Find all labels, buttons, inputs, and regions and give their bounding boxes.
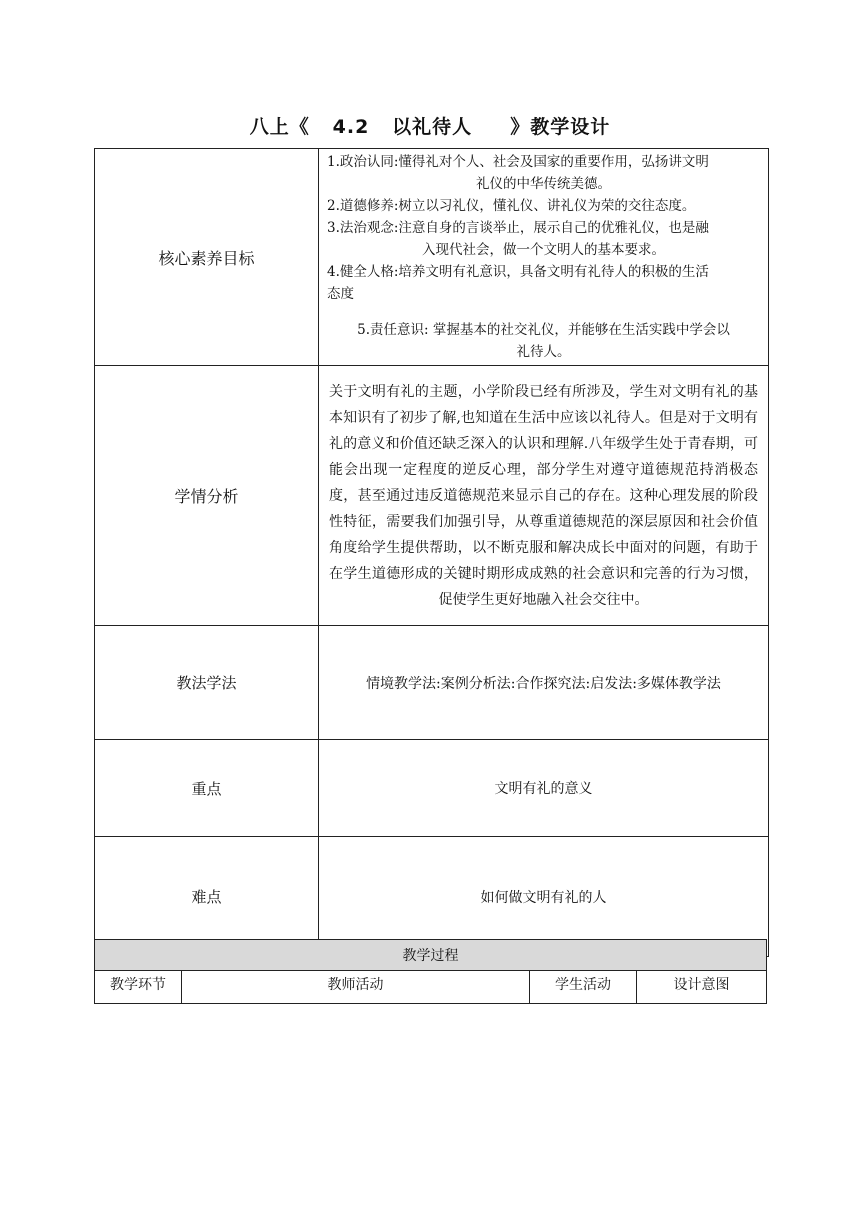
goal-line: 入现代社会，做一个文明人的基本要求。: [422, 242, 665, 258]
difficulty-label: 难点: [95, 837, 319, 957]
goal-line: 态度: [327, 286, 354, 302]
goal-line: 4.健全人格:培养文明有礼意识，具备文明有礼待人的积极的生活: [327, 264, 709, 280]
column-header: 学生活动: [530, 971, 637, 1004]
key-point-label: 重点: [95, 740, 319, 837]
analysis-label: 学情分析: [95, 366, 319, 626]
analysis-content: 关于文明有礼的主题，小学阶段已经有所涉及，学生对文明有礼的基本知识有了初步了解,也知道在生活中应该以礼待人。但是对于文明有礼的意义和价值还缺乏深入的认识和理解.八年级学生处于青春期，可能会出现一定程度的逆反心理，部分学生对遵守道德规范持消极态度，甚至通过违反道德规范来显示自己的存在。这种心理发展的阶段性特征，需要我们加强引导，从尊重道德规范的深层原因和社会价值角度给学生提供帮助，以不断克服和解决成长中面对的问题，有助于在学生道德形成的关键时期形成成熟的社会意识和完善的行为习惯，促使学生更好地融入社会交往中。: [319, 366, 769, 626]
methods-label: 教法学法: [95, 626, 319, 740]
lesson-design-table: [94, 148, 769, 957]
goal-line: 1.政治认同:懂得礼对个人、社会及国家的重要作用，弘扬讲文明: [327, 154, 709, 170]
goals-label: 核心素养目标: [95, 149, 319, 366]
row-goals: [95, 149, 769, 366]
goal-line: 3.法治观念:注意自身的言谈举止，展示自己的优雅礼仪，也是融: [327, 220, 709, 236]
difficulty-content: 如何做文明有礼的人: [319, 837, 769, 957]
goal-line: 5.责任意识: 掌握基本的社交礼仪，并能够在生活实践中学会以: [357, 322, 730, 338]
column-header: 设计意图: [637, 971, 767, 1004]
page-title: 八上《 4.2 以礼待人 》教学设计: [249, 116, 611, 138]
process-header: 教学过程: [95, 940, 767, 971]
goal-line: 礼待人。: [516, 344, 571, 360]
row-analysis: [95, 366, 769, 626]
methods-content: 情境教学法:案例分析法:合作探究法:启发法:多媒体教学法: [319, 626, 769, 740]
key-point-content: 文明有礼的意义: [319, 740, 769, 837]
goal-line: 2.道德修养:树立以习礼仪，懂礼仪、讲礼仪为荣的交往态度。: [327, 198, 696, 214]
row-key-point: [95, 740, 769, 837]
teaching-process-table: [94, 939, 767, 1004]
column-header: 教师活动: [182, 971, 530, 1004]
goal-line: 礼仪的中华传统美德。: [476, 176, 611, 192]
row-methods: [95, 626, 769, 740]
column-header: 教学环节: [95, 971, 182, 1004]
goals-content: [319, 149, 769, 366]
